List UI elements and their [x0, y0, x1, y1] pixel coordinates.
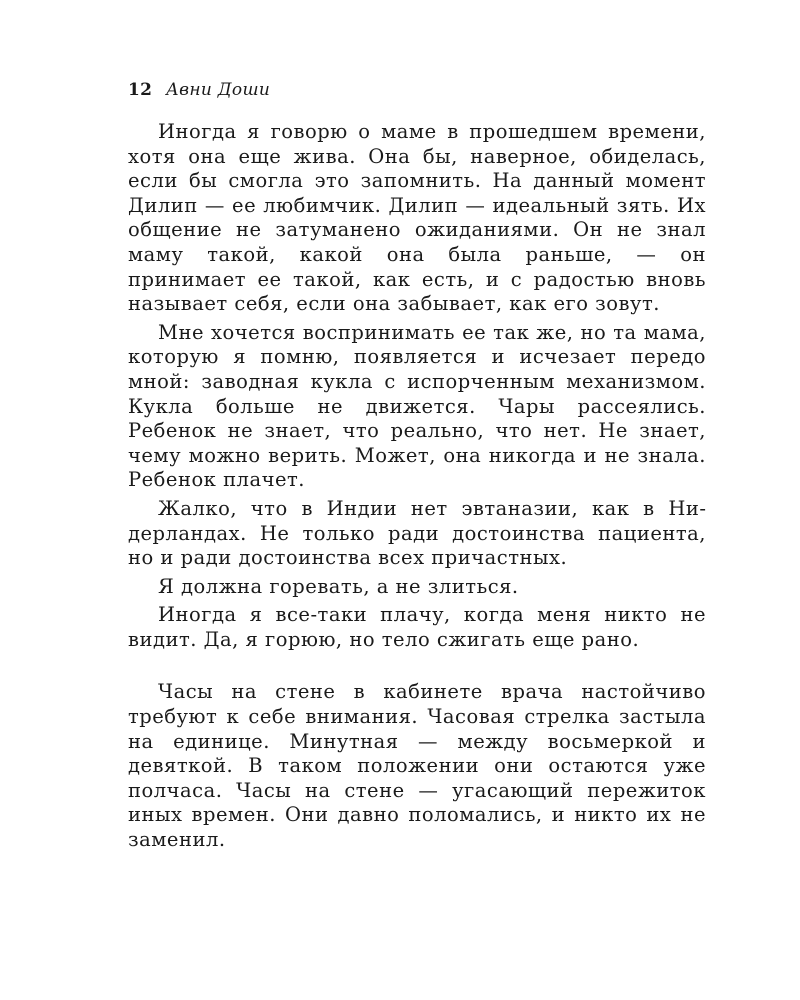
book-page [128, 80, 706, 857]
paragraph-3: Жалко, что в Индии нет эвтаназии, как в Нидерландах. Не только ради достоинства пациента, но и ради достоинства всех причастных. [128, 496, 706, 570]
paragraph-6: Часы на стене в кабинете врача настойчиво требуют к себе внимания. Часовая стрелка застыла на единице. Минутная — между восьмеркой и девяткой. В таком положении они остаются уже полчаса. Часы на стене — угасающий пережиток иных времен. Они давно поломались, и никто их не заменил. [128, 680, 706, 852]
paragraph-4: Я должна горевать, а не злиться. [158, 574, 519, 598]
paragraph-5: Иногда я все-таки плачу, когда меня никто не видит. Да, я горюю, но тело сжигать еще рано. [128, 603, 706, 651]
paragraph-2: Мне хочется воспринимать ее так же, но та мама, которую я помню, появляется и исчезает передо мной: заводная кукла с испорченным механизмом. Кукла больше не движется. Чары рассеялись. Ребенок не знает, что реально, что нет. Не знает, чему можно верить. Может, она никогда и не знала. Ребенок плачет. [128, 320, 706, 492]
paragraph-1: Иногда я говорю о маме в прошедшем времени, хотя она еще жива. Она бы, наверное, обиделась, если бы смогла это запомнить. На данный момент Дилип — ее любимчик. Дилип — идеальный зять. Их общение не затуманено ожиданиями. Он не знал маму такой, какой она была раньше, — он принимает ее такой, как есть, и с радостью вновь называет себя, если она забывает, как его зовут. [128, 120, 706, 316]
section-break [128, 656, 706, 680]
page-number: 12 [128, 80, 153, 100]
running-head [128, 80, 706, 100]
author-name: Авни Доши [165, 80, 271, 100]
